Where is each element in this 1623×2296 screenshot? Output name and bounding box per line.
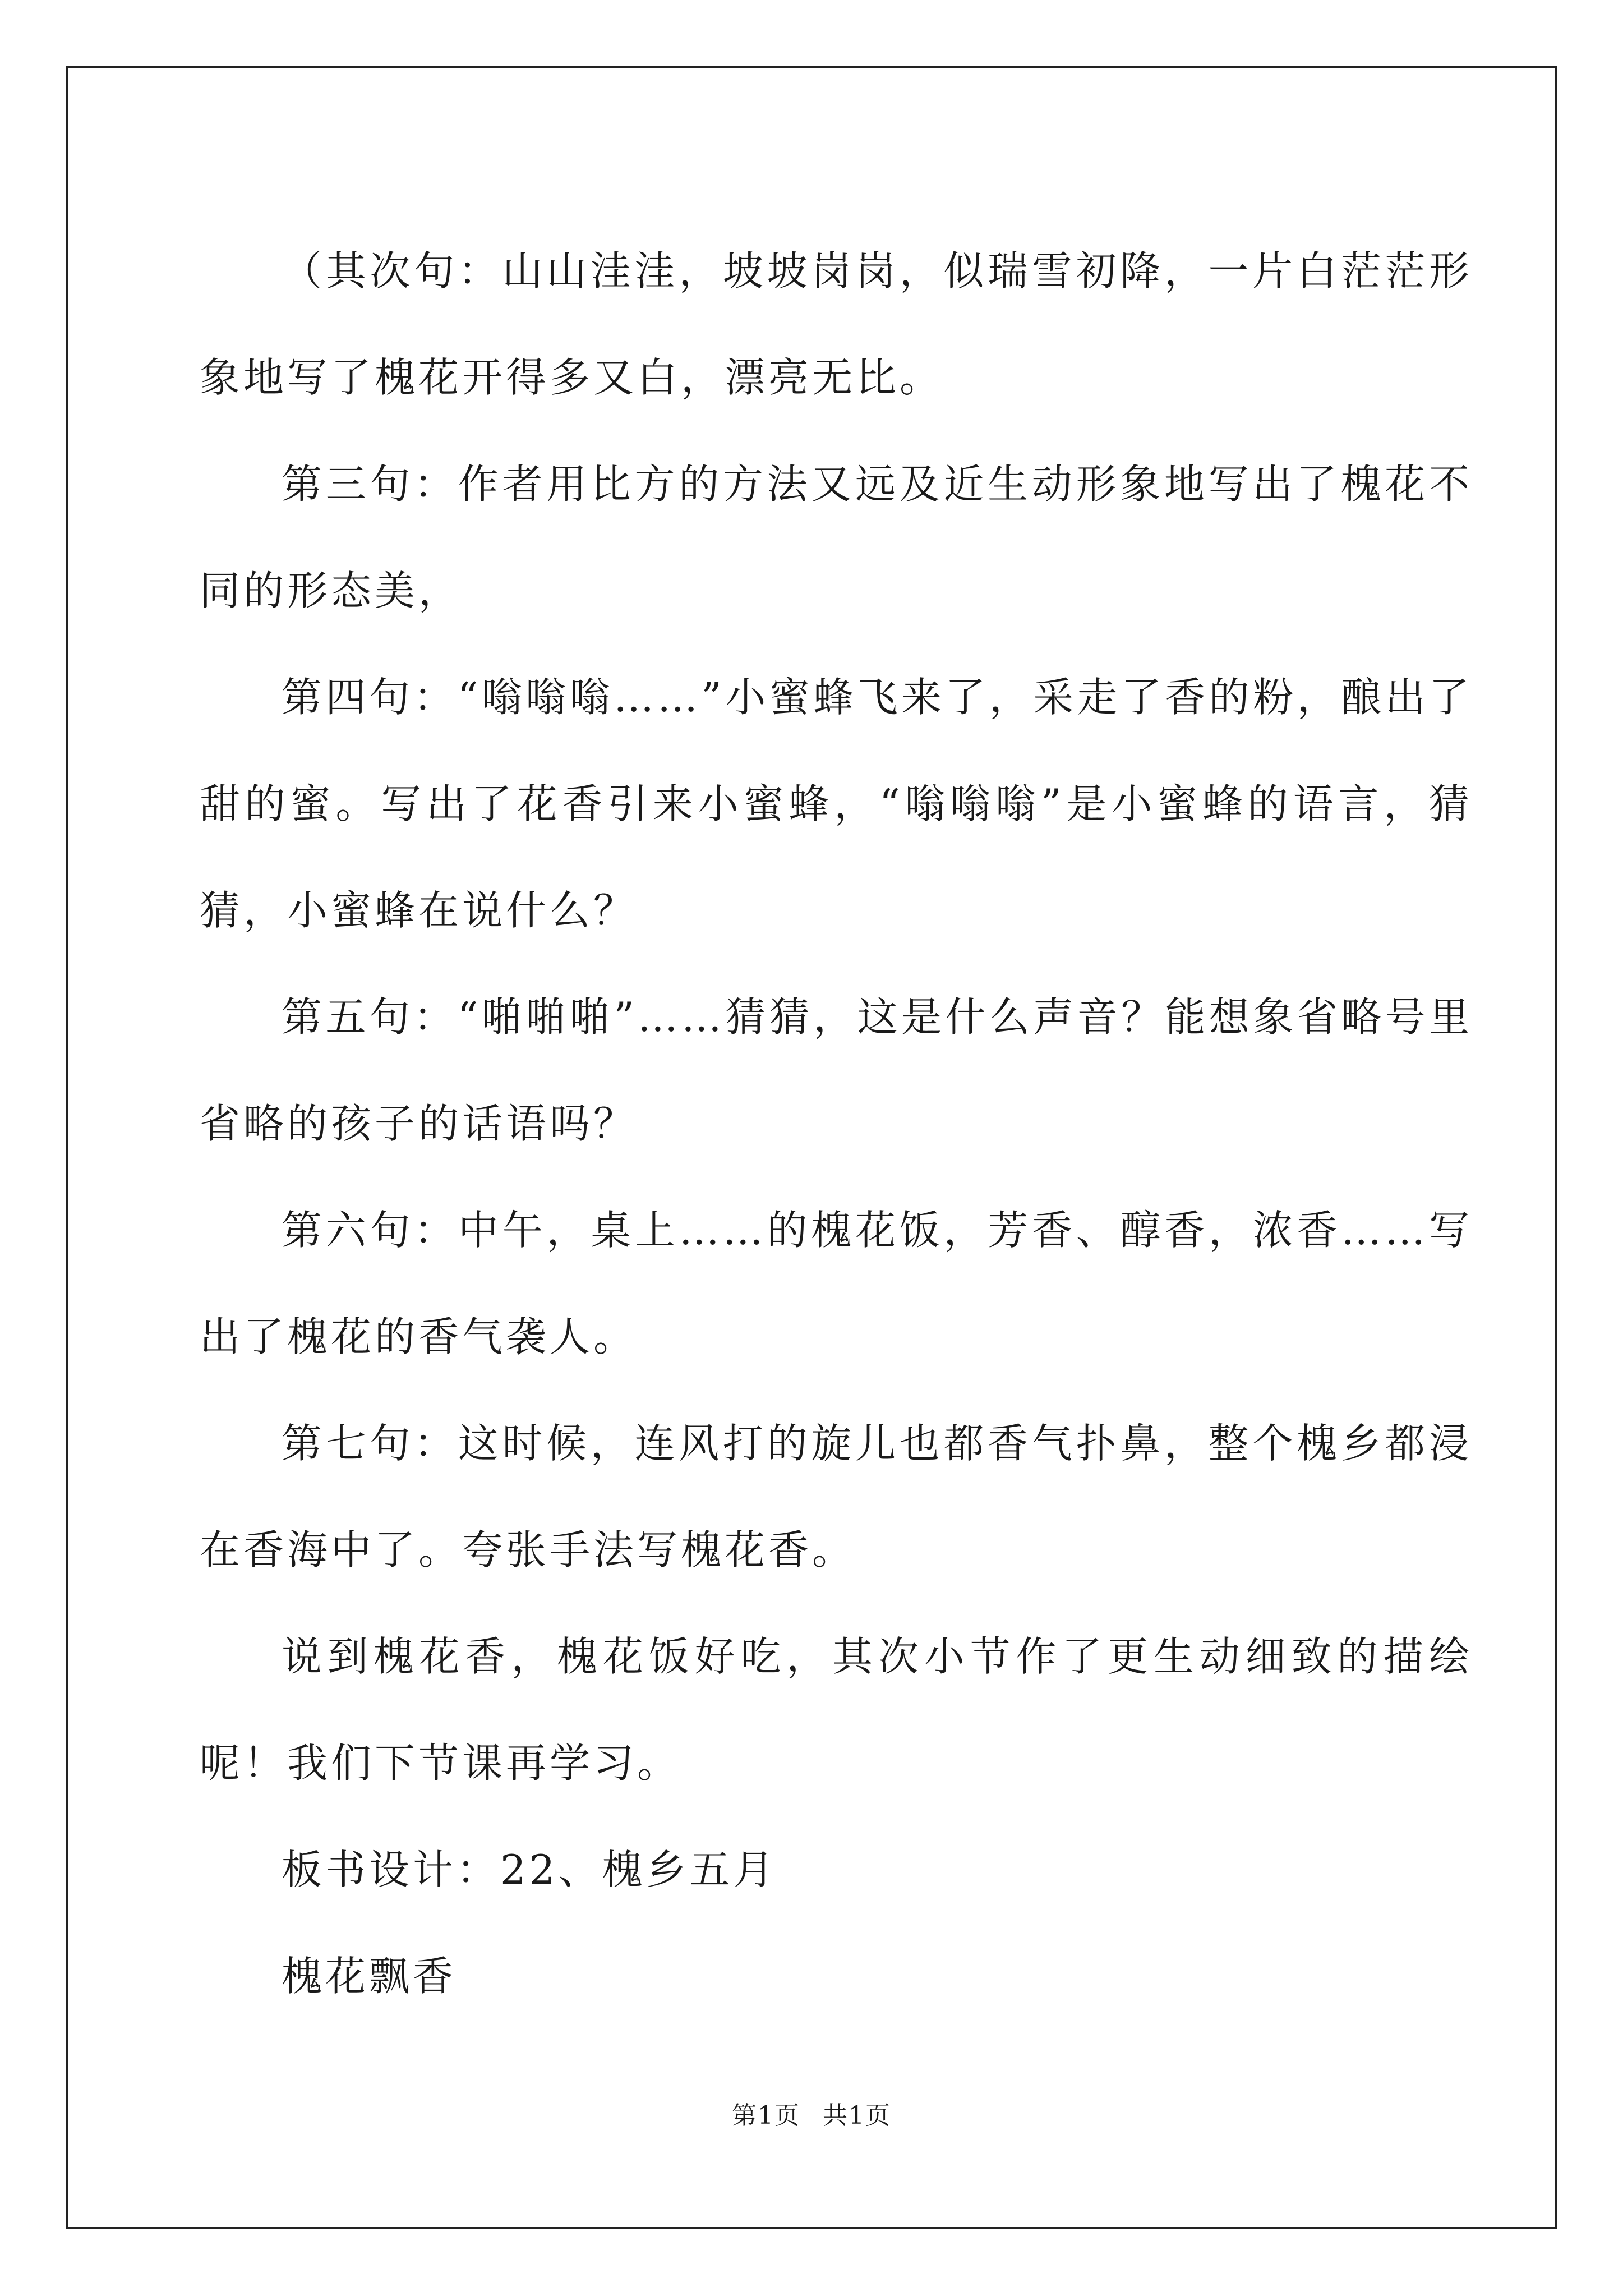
paragraph-fifth-sentence: 第五句：“啪啪啪”……猜猜，这是什么声音？能想象省略号里省略的孩子的话语吗？ [200,993,1473,1147]
page-footer [0,2095,1623,2131]
paragraph-fourth-sentence: 第四句：“嗡嗡嗡……”小蜜蜂飞来了，采走了香的粉，酿出了甜的蜜。写出了花香引来小蜜蜂，“嗡嗡嗡”是小蜜蜂的语言，猜猜，小蜜蜂在说什么？ [200,674,1473,934]
blackboard-design: 板书设计：22、槐乡五月 [282,1846,777,1893]
blackboard-heading: 槐花飘香 [282,1953,457,2000]
page-number: 第1页 [732,2101,800,2130]
page-total: 共1页 [823,2101,891,2130]
paragraph-second-sentence: （其次句：山山洼洼，坡坡岗岗，似瑞雪初降，一片白茫茫形象地写了槐花开得多又白，漂亮无比。 [200,247,1473,401]
paragraph-third-sentence: 第三句：作者用比方的方法又远及近生动形象地写出了槐花不同的形态美， [200,461,1473,614]
paragraph-seventh-sentence: 第七句：这时候，连风打的旋儿也都香气扑鼻，整个槐乡都浸在香海中了。夸张手法写槐花香。 [200,1420,1473,1573]
paragraph-sixth-sentence: 第六句：中午，桌上……的槐花饭，芳香、醇香，浓香……写出了槐花的香气袭人。 [200,1207,1473,1360]
document-body [200,218,1473,2030]
paragraph-conclusion: 说到槐花香，槐花饭好吃，其次小节作了更生动细致的描绘呢！我们下节课再学习。 [200,1633,1473,1787]
